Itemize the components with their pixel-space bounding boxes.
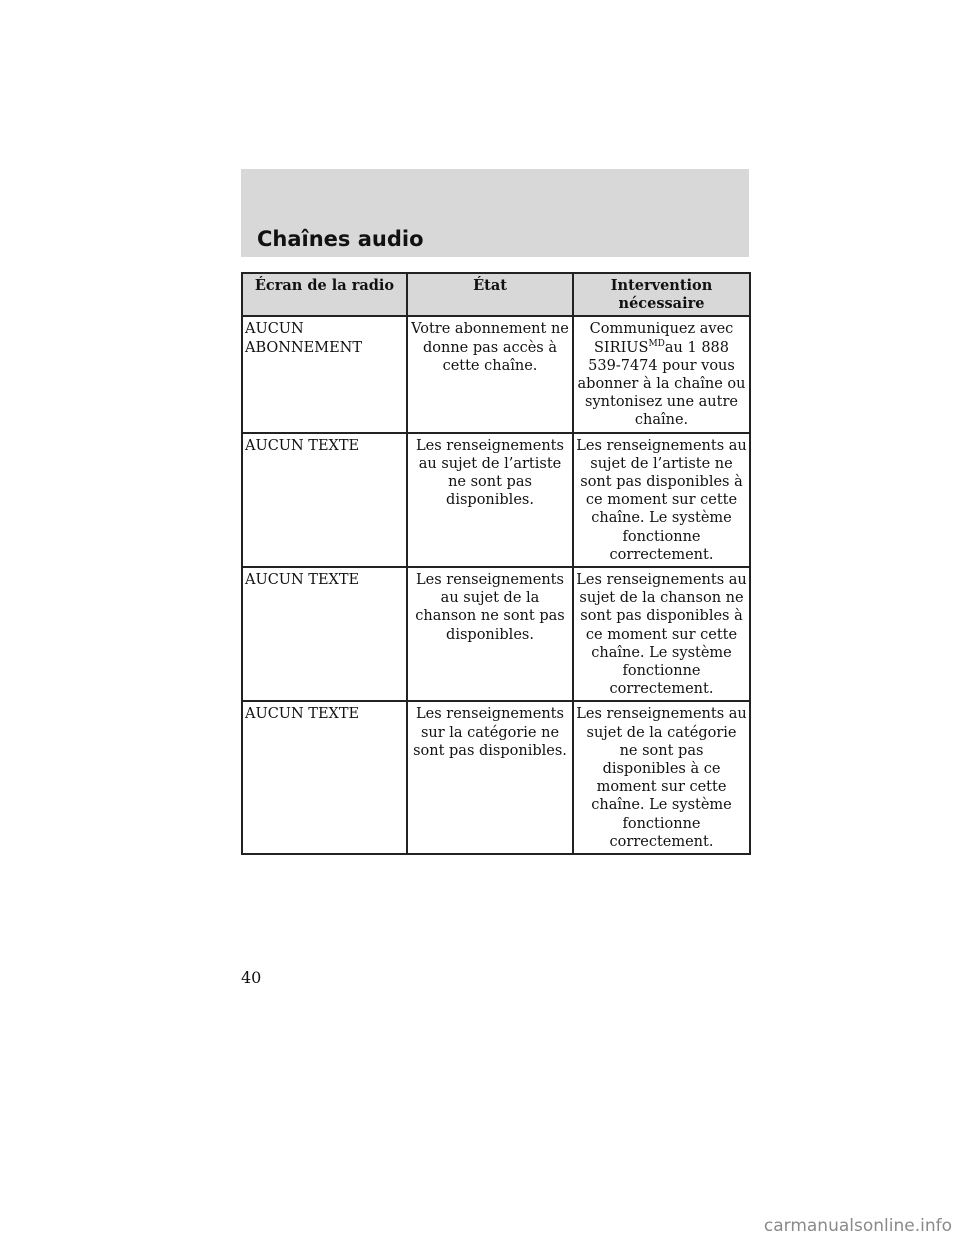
- section-title: Chaînes audio: [257, 227, 424, 251]
- header-display: Écran de la radio: [242, 273, 407, 316]
- cell-action: [573, 316, 750, 432]
- cell-action: Les renseignements au sujet de la chanson ne sont pas disponibles à ce moment sur cette chaîne. Le système fonctionne correctement.: [573, 567, 750, 701]
- header-state: État: [407, 273, 573, 316]
- table-row: [242, 433, 750, 567]
- page-number: 40: [241, 968, 262, 987]
- radio-display-table: [241, 272, 751, 855]
- cell-action: Les renseignements au sujet de la catégorie ne sont pas disponibles à ce moment sur cette chaîne. Le système fonctionne correctement.: [573, 701, 750, 854]
- cell-state: Les renseignements au sujet de l’artiste ne sont pas disponibles.: [407, 433, 573, 567]
- cell-state: Votre abonnement ne donne pas accès à cette chaîne.: [407, 316, 573, 432]
- table-header-row: [242, 273, 750, 316]
- action-text-pre: Communiquez avec SIRIUS: [589, 321, 734, 356]
- section-header: [241, 169, 749, 257]
- watermark-link[interactable]: carmanualsonline.info: [763, 1216, 952, 1236]
- cell-state: Les renseignements au sujet de la chanson ne sont pas disponibles.: [407, 567, 573, 701]
- table-row: [242, 316, 750, 432]
- table-row: [242, 701, 750, 854]
- table-row: [242, 567, 750, 701]
- cell-display: AUCUN TEXTE: [242, 701, 407, 854]
- cell-state: Les renseignements sur la catégorie ne sont pas disponibles.: [407, 701, 573, 854]
- cell-action: Les renseignements au sujet de l’artiste ne sont pas disponibles à ce moment sur cette chaîne. Le système fonctionne correctement.: [573, 433, 750, 567]
- cell-display: AUCUN ABONNEMENT: [242, 316, 407, 432]
- cell-display: AUCUN TEXTE: [242, 433, 407, 567]
- cell-display: AUCUN TEXTE: [242, 567, 407, 701]
- registered-mark: MD: [648, 338, 665, 349]
- header-action: Intervention nécessaire: [573, 273, 750, 316]
- action-text-post: au 1 888 539-7474 pour vous abonner à la chaîne ou syntonisez une autre chaîne.: [577, 339, 746, 429]
